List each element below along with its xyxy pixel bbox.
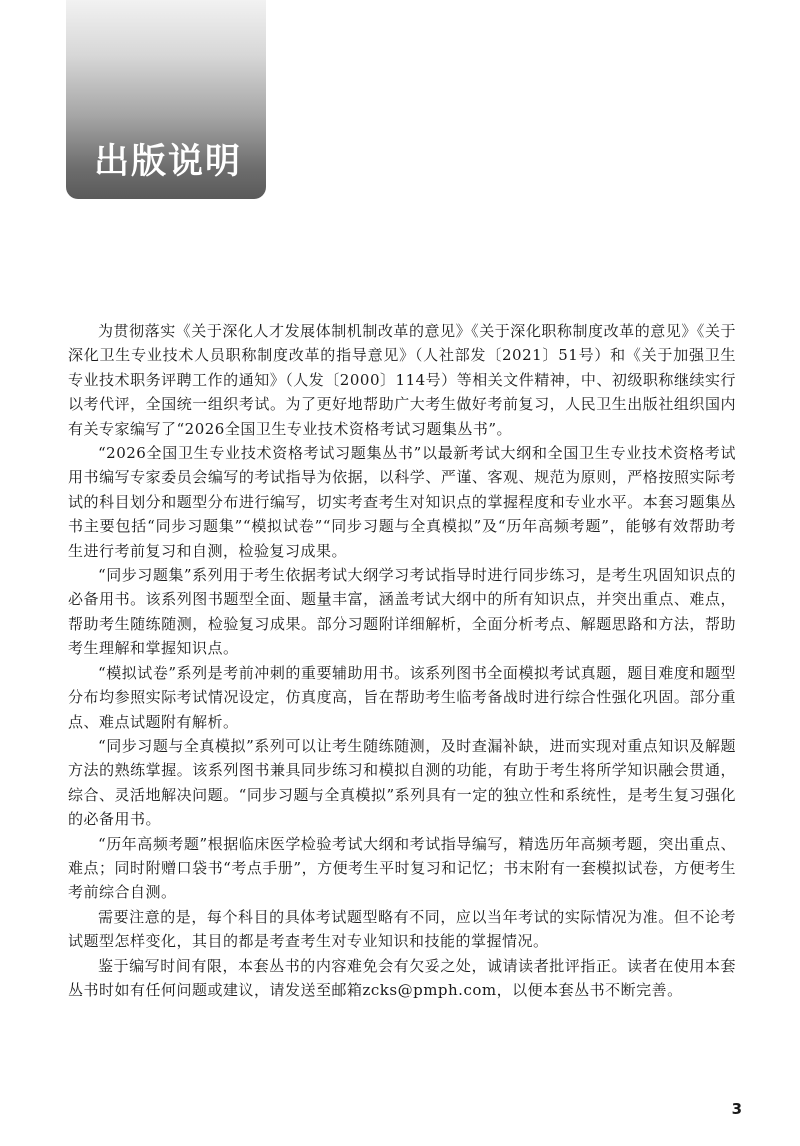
paragraph: “2026全国卫生专业技术资格考试习题集丛书”以最新考试大纲和全国卫生专业技术资格考试用书编写专家委员会编写的考试指导为依据，以科学、严谨、客观、规范为原则，严格按照实际考试的科目划分和题型分布进行编写，切实考查考生对知识点的掌握程度和专业水平。本套习题集丛书主要包括“同步习题集”“模拟试卷”“同步习题与全真模拟”及“历年高频考题”，能够有效帮助考生进行考前复习和自测，检验复习成果。 bbox=[68, 444, 736, 560]
paragraph: “历年高频考题”根据临床医学检验考试大纲和考试指导编写，精选历年高频考题，突出重点、难点；同时附赠口袋书“考点手册”，方便考生平时复习和记忆；书末附有一套模拟试卷，方便考生考前综合自测。 bbox=[68, 834, 736, 902]
paragraph: “同步习题与全真模拟”系列可以让考生随练随测，及时查漏补缺，进而实现对重点知识及解题方法的熟练掌握。该系列图书兼具同步练习和模拟自测的功能，有助于考生将所学知识融会贯通，综合、灵活地解决问题。“同步习题与全真模拟”系列具有一定的独立性和系统性，是考生复习强化的必备用书。 bbox=[68, 736, 736, 829]
paragraph: “同步习题集”系列用于考生依据考试大纲学习考试指导时进行同步练习，是考生巩固知识点的必备用书。该系列图书题型全面、题量丰富，涵盖考试大纲中的所有知识点，并突出重点、难点，帮助考生随练随测，检验复习成果。部分习题附详细解析，全面分析考点、解题思路和方法，帮助考生理解和掌握知识点。 bbox=[68, 566, 736, 658]
paragraph: “模拟试卷”系列是考前冲刺的重要辅助用书。该系列图书全面模拟考试真题，题目难度和题型分布均参照实际考试情况设定，仿真度高，旨在帮助考生临考备战时进行综合性强化巩固。部分重点、难点试题附有解析。 bbox=[68, 663, 736, 731]
page-number: 3 bbox=[731, 1100, 742, 1118]
paragraph: 为贯彻落实《关于深化人才发展体制机制改革的意见》《关于深化职称制度改革的意见》《关于深化卫生专业技术人员职称制度改革的指导意见》（人社部发〔2021〕51号）和《关于加强卫生专业技术职务评聘工作的通知》（人发〔2000〕114号）等相关文件精神，中、初级职称继续实行以考代评，全国统一组织考试。为了更好地帮助广大考生做好考前复习，人民卫生出版社组织国内有关专家编写了“2026全国卫生专业技术资格考试习题集丛书”。 bbox=[68, 322, 736, 438]
section-title: 出版说明 bbox=[94, 142, 243, 182]
body-text bbox=[68, 319, 736, 1002]
section-title-tab bbox=[66, 0, 266, 199]
paragraph: 需要注意的是，每个科目的具体考试题型略有不同，应以当年考试的实际情况为准。但不论考试题型怎样变化，其目的都是考查考生对专业知识和技能的掌握情况。 bbox=[68, 907, 736, 951]
paragraph: 鉴于编写时间有限，本套丛书的内容难免会有欠妥之处，诚请读者批评指正。读者在使用本套丛书时如有任何问题或建议，请发送至邮箱zcks@pmph.com，以便本套丛书不断完善。 bbox=[68, 956, 736, 999]
